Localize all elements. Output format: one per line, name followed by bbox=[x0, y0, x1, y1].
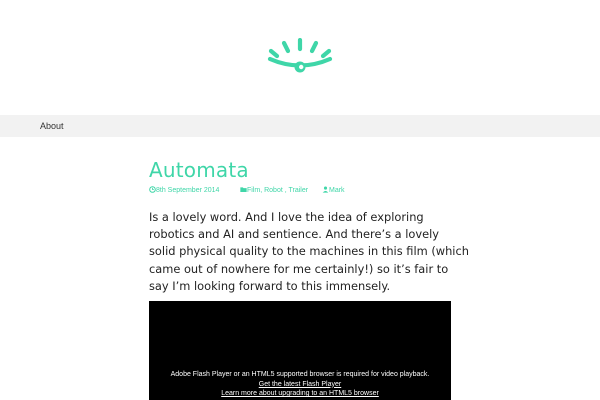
folder-icon bbox=[240, 186, 247, 193]
flash-player-link[interactable]: Get the latest Flash Player bbox=[258, 380, 342, 388]
post-title[interactable]: Automata bbox=[149, 158, 249, 182]
post-date-text[interactable]: 8th September 2014 bbox=[156, 187, 220, 194]
site-header bbox=[0, 0, 600, 115]
video-fallback-text: Adobe Flash Player or an HTML5 supported browser is required for video playback. bbox=[170, 371, 430, 378]
category-link-robot[interactable]: Robot bbox=[264, 187, 283, 194]
category-link-trailer[interactable]: Trailer bbox=[288, 187, 309, 194]
main-navigation bbox=[0, 115, 600, 137]
user-icon bbox=[322, 186, 329, 193]
video-player[interactable] bbox=[149, 301, 451, 400]
post-author-link[interactable]: Mark bbox=[329, 187, 345, 194]
category-link-film[interactable]: Film bbox=[247, 187, 261, 194]
post-date[interactable] bbox=[149, 186, 219, 196]
post-author[interactable] bbox=[322, 186, 345, 196]
video-fallback-message bbox=[149, 370, 451, 399]
nav-item-about[interactable]: About bbox=[40, 121, 64, 131]
clock-icon bbox=[149, 186, 156, 193]
post-categories: Film, Robot , Trailer bbox=[240, 186, 308, 196]
post-body-text: Is a lovely word. And I love the idea of exploring robotics and AI and sentience. And there’s a lovely solid physical quality to the machines in this film (which came out of nowhere for me certainly!) so it’s fair to say I’m looking forward to this immensely. bbox=[149, 210, 469, 293]
eye-icon[interactable] bbox=[266, 38, 334, 74]
html5-browser-link[interactable]: Learn more about upgrading to an HTML5 browser bbox=[221, 390, 379, 397]
